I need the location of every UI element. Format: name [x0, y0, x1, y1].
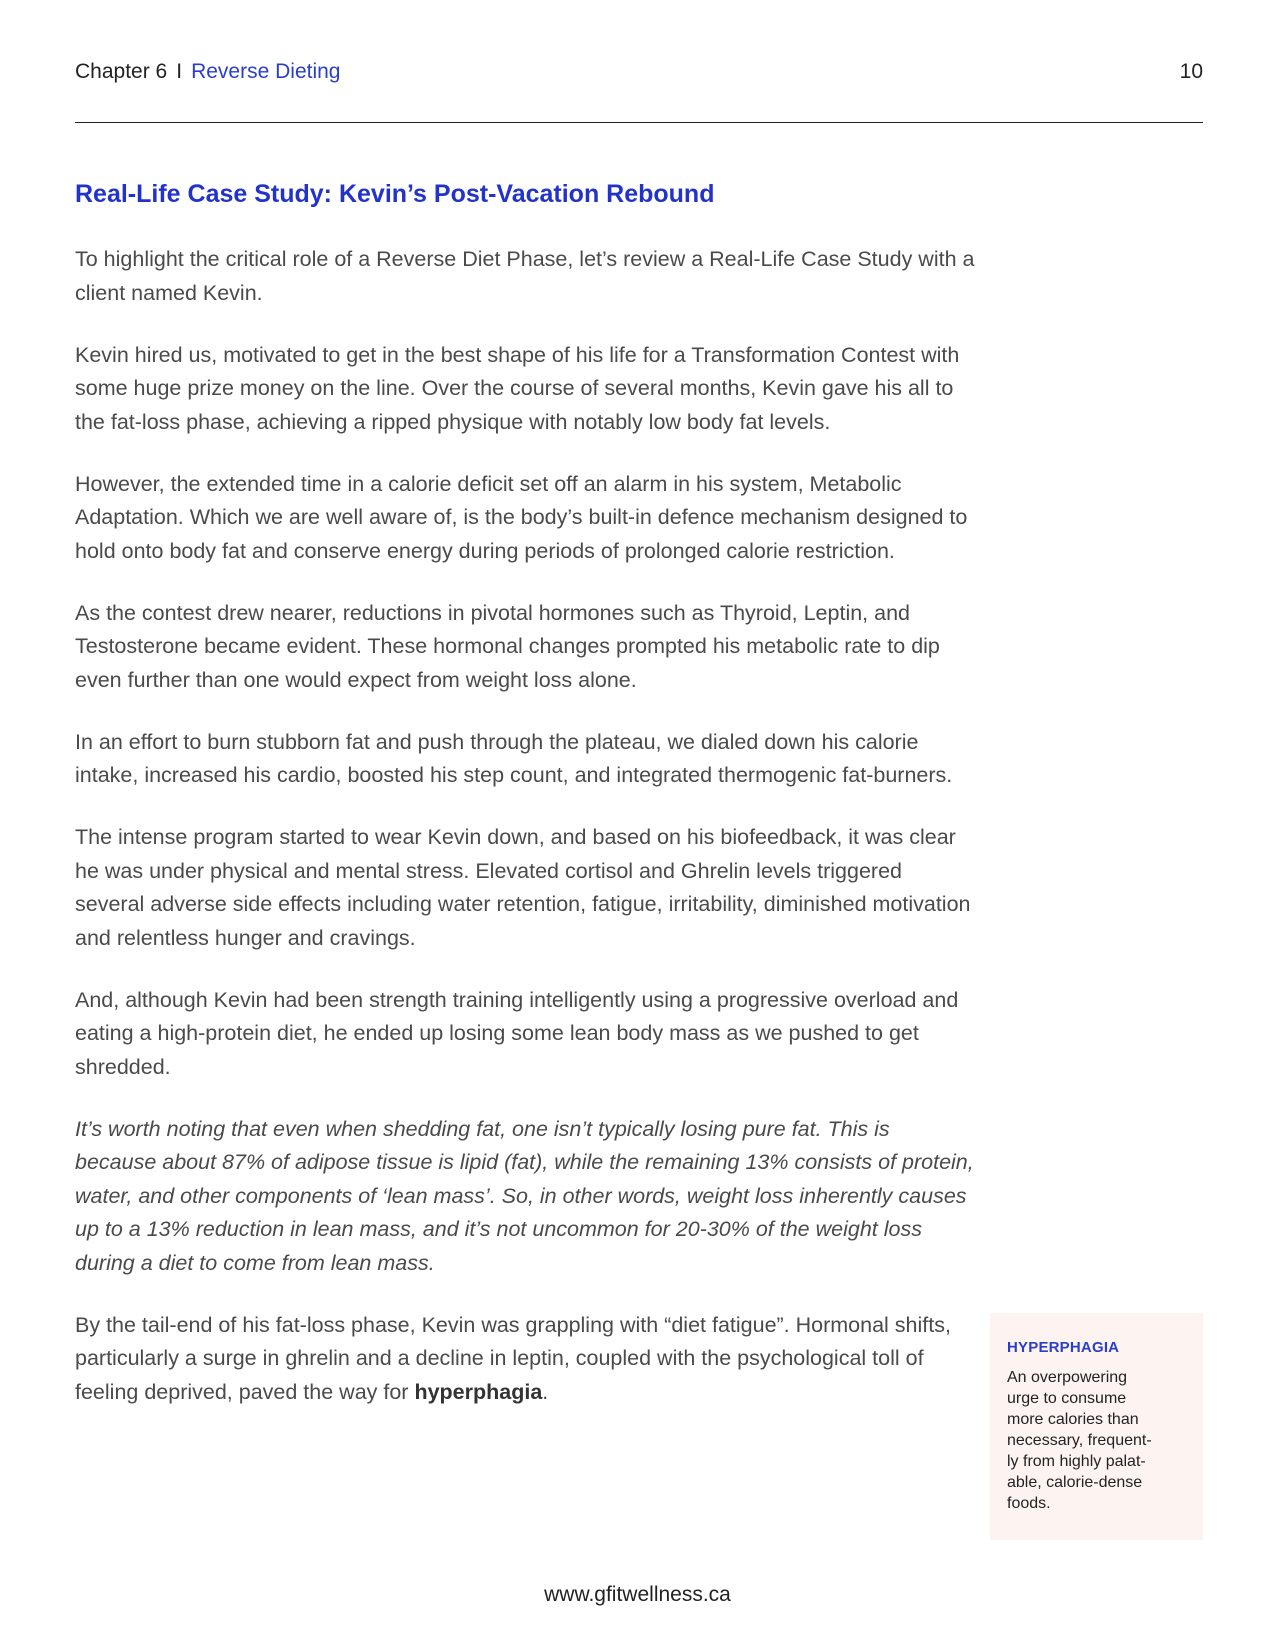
body-text [75, 243, 975, 1438]
hyperphagia-term: hyperphagia [414, 1379, 543, 1404]
conclusion-text: By the tail-end of his fat-loss phase, Kevin was grappling with “diet fatigue”. Hormonal shifts, particularly a surge in ghrelin and a decline in leptin, coupled with the psychological toll of feeling deprived, paved the way for [75, 1312, 951, 1404]
chapter-label: Chapter 6 [75, 60, 168, 83]
glossary-sidebar [990, 1313, 1203, 1540]
footer-url: www.gfitwellness.ca [544, 1583, 731, 1606]
paragraph: The intense program started to wear Kevin down, and based on his biofeedback, it was clear he was under physical and mental stress. Elevated cortisol and Ghrelin levels triggered several adverse side effects including water retention, fatigue, irritability, diminished motivation and relentless hunger and cravings. [75, 825, 971, 950]
header-divider [75, 122, 1203, 123]
case-study-title: Real-Life Case Study: Kevin’s Post-Vacation Rebound [75, 180, 715, 208]
paragraph: Kevin hired us, motivated to get in the best shape of his life for a Transformation Contest with some huge prize money on the line. Over the course of several months, Kevin gave his all to the fat-loss phase, achieving a ripped physique with notably low body fat levels. [75, 342, 960, 434]
definition-line: ly from highly palat- [1007, 1453, 1146, 1470]
definition-line: able, calorie-dense [1007, 1474, 1143, 1491]
paragraph: And, although Kevin had been strength training intelligently using a progressive overload and eating a high-protein diet, he ended up losing some lean body mass as we pushed to get shredded. [75, 987, 959, 1079]
definition-line: necessary, frequent- [1007, 1432, 1152, 1449]
chapter-breadcrumb [75, 60, 340, 84]
glossary-definition [1007, 1367, 1187, 1514]
italic-note-paragraph: It’s worth noting that even when shedding fat, one isn’t typically losing pure fat. This is because about 87% of adipose tissue is lipid (fat), while the remaining 13% consists of protein, water, and other components of ‘lean mass’. So, in other words, weight loss inherently causes up to a 13% reduction in lean mass, and it’s not uncommon for 20-30% of the weight loss during a diet to come from lean mass. [75, 1116, 974, 1275]
breadcrumb-separator: I [176, 60, 183, 83]
section-label: Reverse Dieting [191, 60, 341, 83]
paragraph-conclusion [75, 1309, 975, 1410]
paragraph: However, the extended time in a calorie deficit set off an alarm in his system, Metabolic Adaptation. Which we are well aware of, is the body’s built-in defence mechanism designed to hold onto body fat and conserve energy during periods of prolonged calorie restriction. [75, 471, 968, 563]
paragraph: In an effort to burn stubborn fat and push through the plateau, we dialed down his calorie intake, increased his cardio, boosted his step count, and integrated thermogenic fat-burners. [75, 729, 953, 787]
page-header [75, 60, 1203, 84]
paragraph-intro: To highlight the critical role of a Reverse Diet Phase, let’s review a Real-Life Case Study with a client named Kevin. [75, 247, 975, 305]
conclusion-end: . [542, 1379, 549, 1404]
paragraph: As the contest drew nearer, reductions in pivotal hormones such as Thyroid, Leptin, and Testosterone became evident. These hormonal changes prompted his metabolic rate to dip even further than one would expect from weight loss alone. [75, 600, 940, 692]
definition-line: foods. [1007, 1495, 1051, 1512]
definition-line: An overpowering [1007, 1369, 1128, 1386]
page-number: 10 [1179, 60, 1203, 83]
definition-line: urge to consume [1007, 1390, 1127, 1407]
definition-line: more calories than [1007, 1411, 1139, 1428]
glossary-term: HYPERPHAGIA [1007, 1339, 1120, 1356]
